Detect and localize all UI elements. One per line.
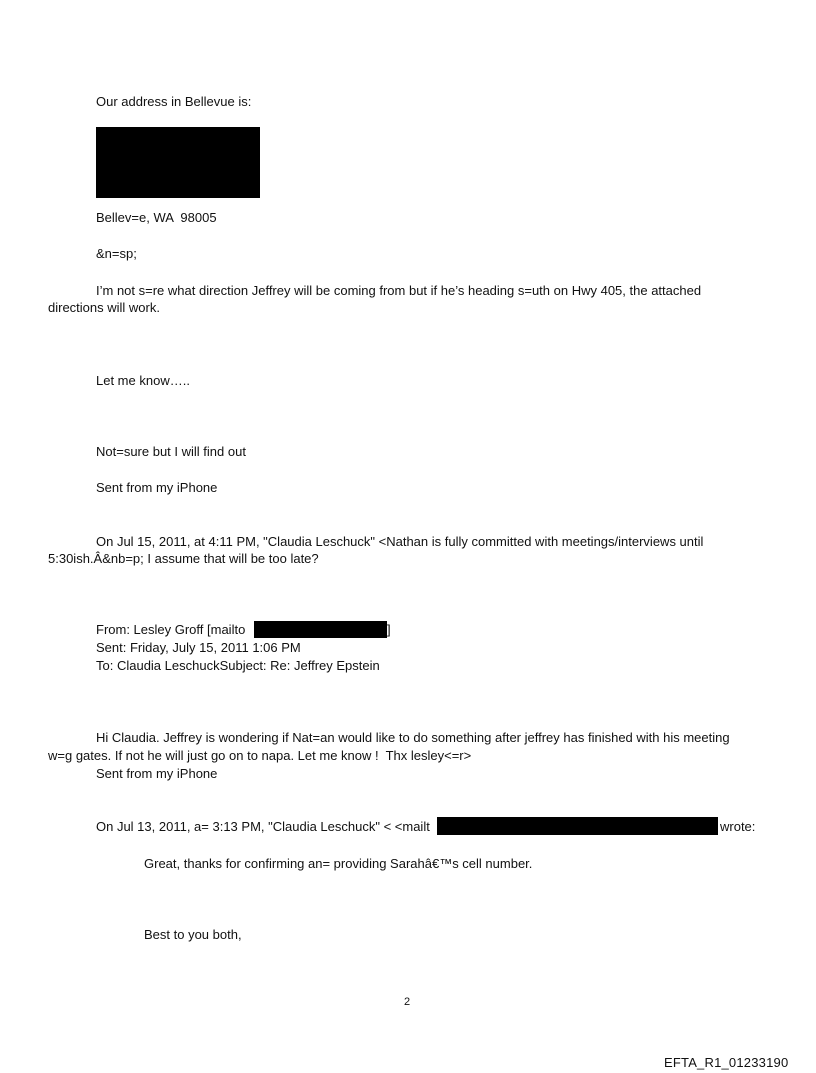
best-to-you-line: Best to you both,: [144, 927, 242, 942]
page-number: 2: [404, 996, 411, 1008]
nbsp-line: &n=sp;: [96, 246, 137, 261]
redacted-mailto: [437, 817, 718, 835]
city-line: Bellev=e, WA 98005: [96, 210, 217, 225]
address-intro: Our address in Bellevue is:: [96, 94, 252, 109]
redacted-email: [254, 621, 387, 638]
hi-claudia-line-1: Hi Claudia. Jeffrey is wondering if Nat=an would like to do something after jeffrey has finished with his meeting: [96, 730, 730, 745]
redacted-address-block: [96, 127, 260, 198]
jul15-quote-line-1: On Jul 15, 2011, at 4:11 PM, "Claudia Leschuck" <Nathan is fully committed with meetings/interviews until: [96, 534, 704, 549]
sent-from-iphone-2: Sent from my iPhone: [96, 766, 218, 781]
sent-date-line: Sent: Friday, July 15, 2011 1:06 PM: [96, 640, 301, 655]
let-me-know-line: Let me know…..: [96, 373, 190, 388]
jul15-quote-line-2: 5:30ish.Â&nb=p; I assume that will be too late?: [48, 551, 319, 566]
not-sure-line: Not=sure but I will find out: [96, 444, 246, 459]
jul13-quote-suffix: wrote:: [720, 819, 756, 834]
sent-from-iphone-1: Sent from my iPhone: [96, 480, 218, 495]
hi-claudia-line-2: w=g gates. If not he will just go on to napa. Let me know ! Thx lesley<=r>: [48, 748, 472, 763]
great-thanks-line: Great, thanks for confirming an= providing Sarahâ€™s cell number.: [144, 856, 533, 871]
to-subject-line: To: Claudia LeschuckSubject: Re: Jeffrey Epstein: [96, 658, 380, 673]
from-line-prefix: From: Lesley Groff [mailto: [96, 622, 246, 637]
bates-id: EFTA_R1_01233190: [664, 1055, 789, 1070]
directions-line-1: I’m not s=re what direction Jeffrey will be coming from but if he’s heading s=uth on Hwy 405, the attached: [96, 283, 702, 298]
from-line-suffix: ]: [387, 622, 391, 637]
jul13-quote-prefix: On Jul 13, 2011, a= 3:13 PM, "Claudia Leschuck" < <mailt: [96, 819, 430, 834]
directions-line-2: directions will work.: [48, 300, 160, 315]
